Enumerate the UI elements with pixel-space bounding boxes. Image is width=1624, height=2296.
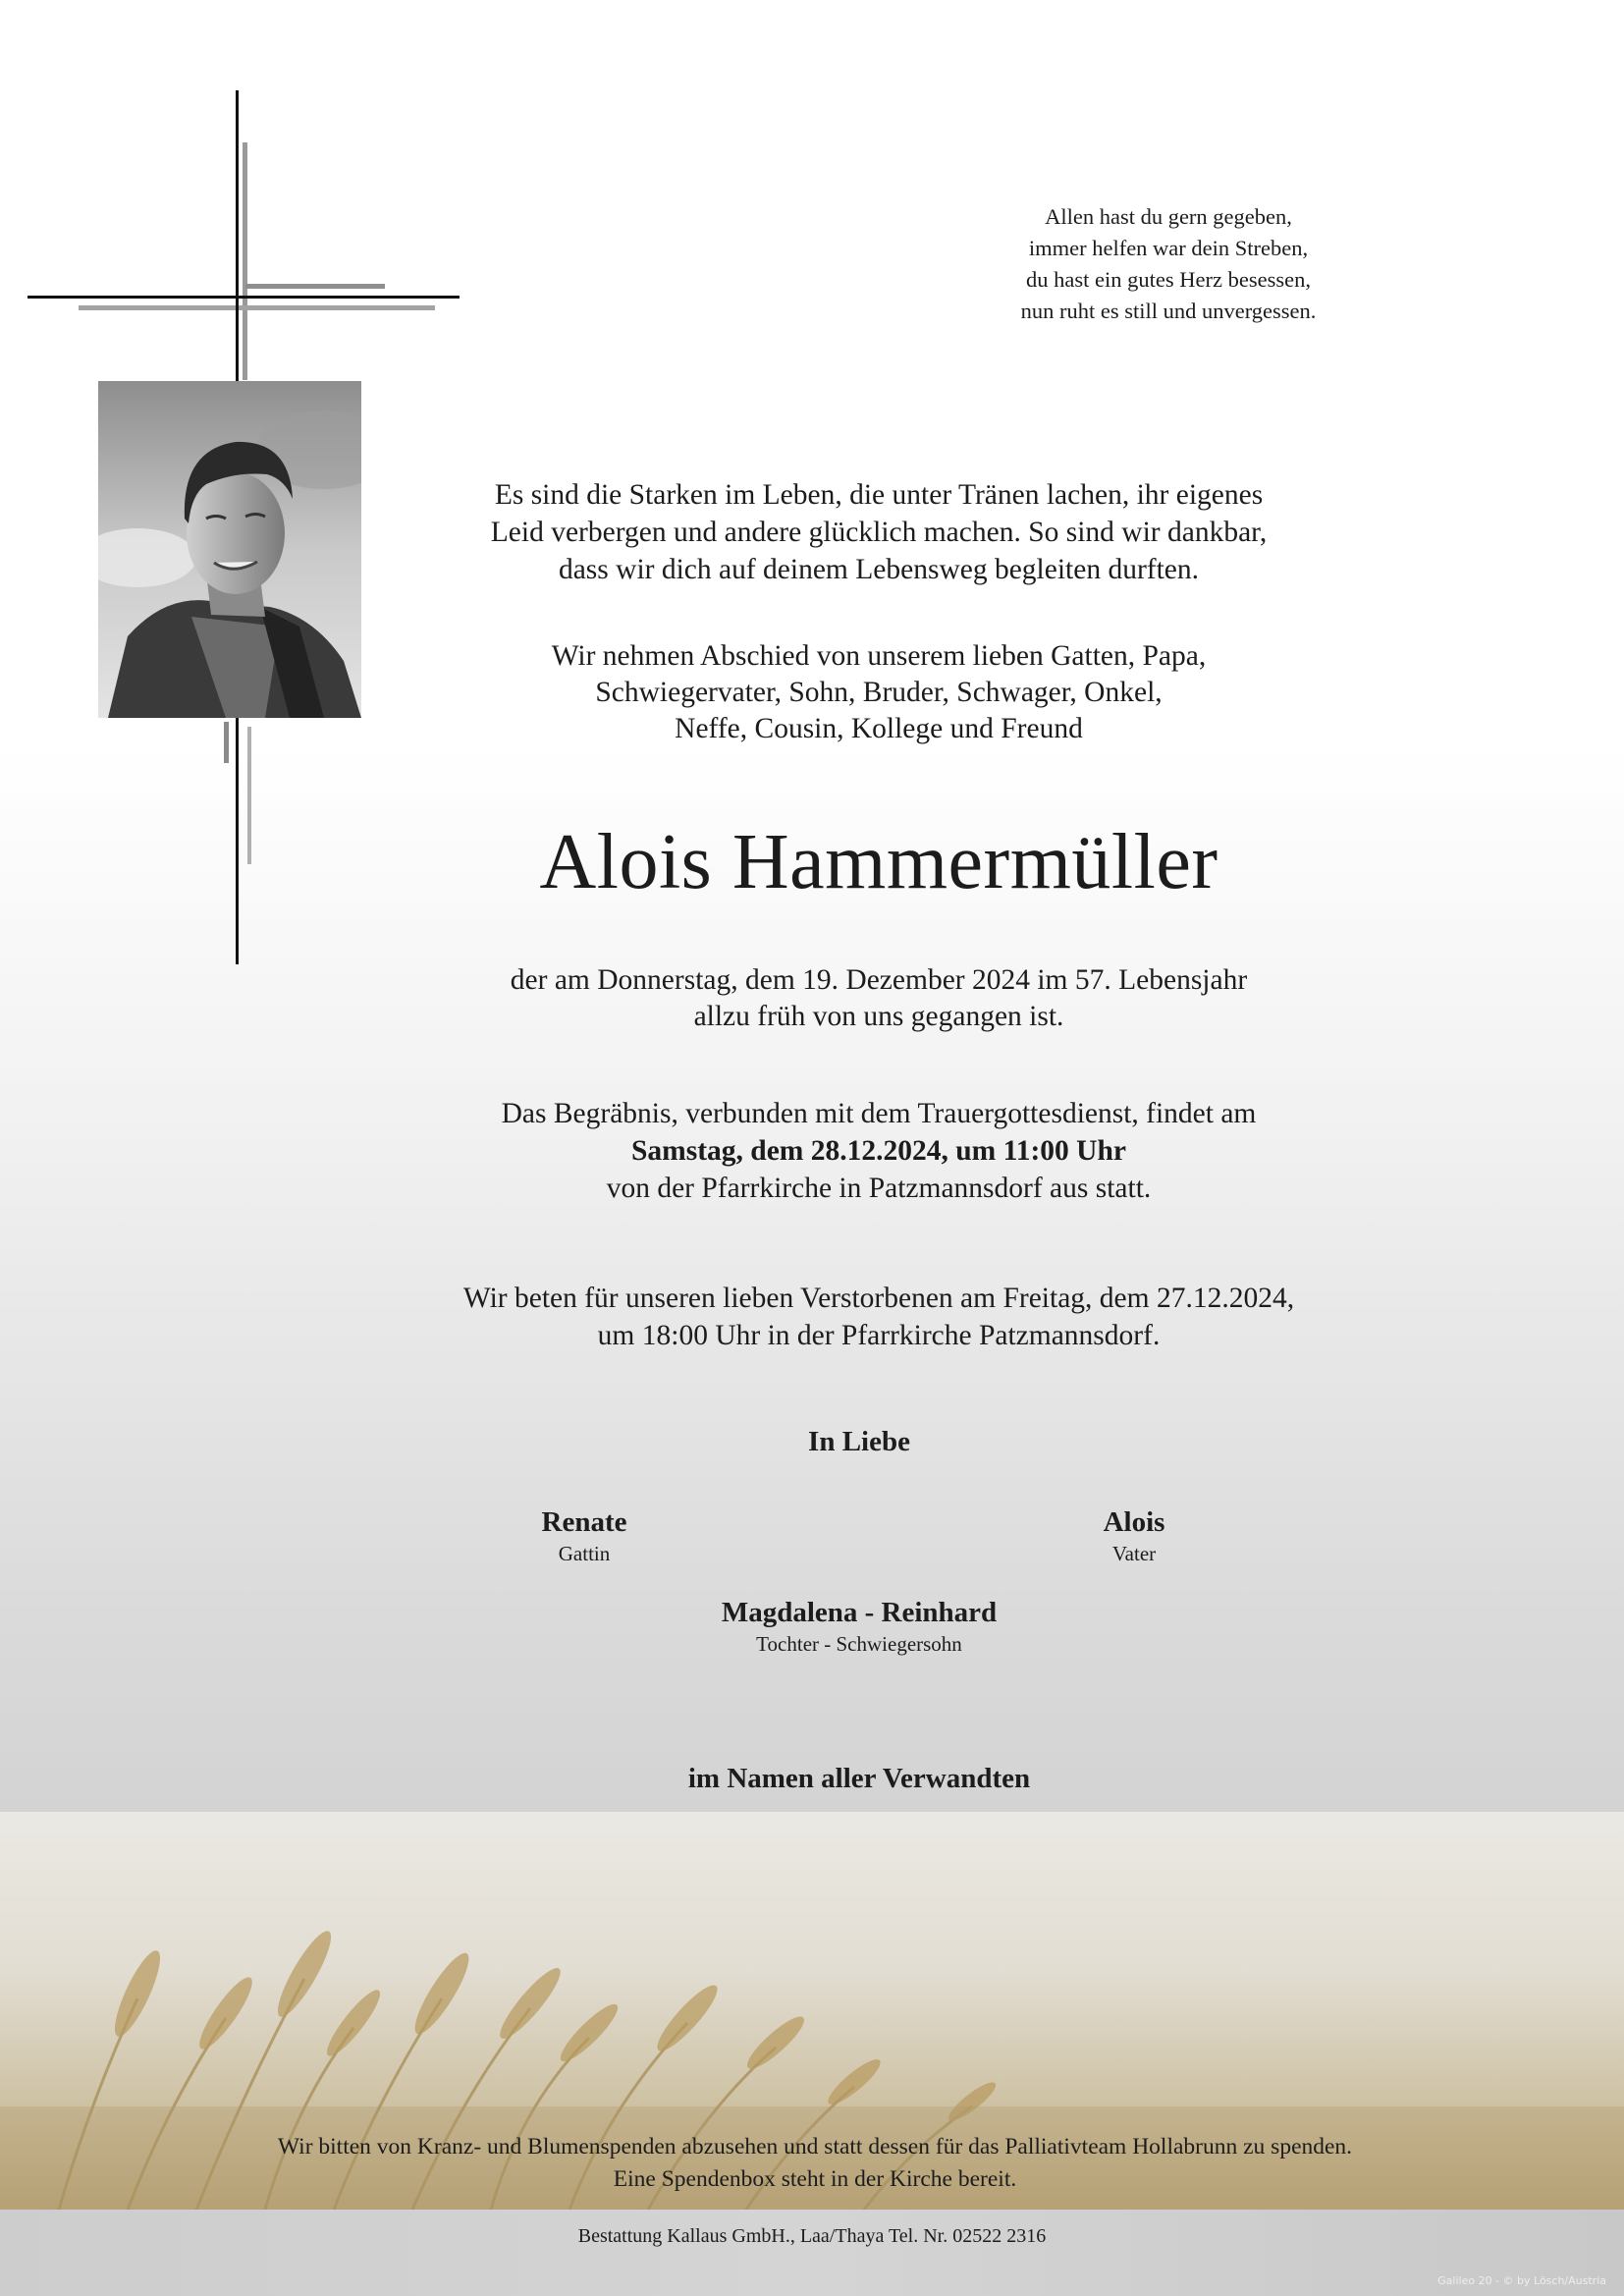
funeral-date-time: Samstag, dem 28.12.2024, um 11:00 Uhr [631,1135,1126,1167]
donation-line: Eine Spendenbox steht in der Kirche bereit. [613,2166,1017,2192]
mourner-renate [393,1504,776,1567]
farewell-line: Wir nehmen Abschied von unserem lieben Gatten, Papa, [551,640,1207,672]
donation-request [157,2131,1473,2196]
mourner-name: Magdalena - Reinhard [721,1597,998,1628]
intro-text [393,476,1365,588]
farewell-line: Schwiegervater, Sohn, Bruder, Schwager, Onkel, [595,677,1163,708]
design-credit: Galileo 20 - © by Lösch/Austria [1437,2274,1606,2287]
mourner-role: Vater [1111,1542,1157,1565]
death-notice [393,962,1365,1035]
undertaker-info: Bestattung Kallaus GmbH., Laa/Thaya Tel. Nr. 02522 2316 [577,2225,1047,2247]
mourner-role: Tochter - Schwiegersohn [756,1632,962,1656]
donation-line: Wir bitten von Kranz- und Blumenspenden abzusehen und statt dessen für das Palliativteam Hollabrunn zu spenden. [277,2134,1353,2159]
portrait-photo [98,381,361,718]
intro-line: Es sind die Starken im Leben, die unter Tränen lachen, ihr eigenes [494,479,1264,511]
intro-line: Leid verbergen und andere glücklich machen. So sind wir dankbar, [490,517,1268,548]
death-line: allzu früh von uns gegangen ist. [693,1001,1064,1032]
prayer-line: Wir beten für unseren lieben Verstorbenen am Freitag, dem 27.12.2024, [462,1283,1295,1314]
deceased-name: Alois Hammermüller [539,819,1218,905]
mourner-role: Gattin [558,1542,611,1565]
death-line: der am Donnerstag, dem 19. Dezember 2024 im 57. Lebensjahr [510,964,1248,996]
poem-line: du hast ein gutes Herz besessen, [1026,267,1311,292]
mourner-name: Renate [541,1506,627,1538]
prayer-line: um 18:00 Uhr in der Pfarrkirche Patzmannsdorf. [597,1320,1161,1351]
farewell-text [393,638,1365,747]
poem-line: immer helfen war dein Streben, [1028,236,1309,260]
poem [923,201,1414,327]
intro-line: dass wir dich auf deinem Lebensweg begleiten durften. [558,554,1200,585]
prayer-info [324,1280,1434,1354]
relatives-line: im Namen aller Verwandten [687,1763,1031,1794]
farewell-line: Neffe, Cousin, Kollege und Freund [675,713,1083,744]
footer-bar [0,2210,1624,2296]
mourner-alois [943,1504,1326,1567]
poem-line: nun ruht es still und unvergessen. [1020,299,1317,323]
funeral-line: Das Begräbnis, verbunden mit dem Trauergottesdienst, findet am [501,1098,1257,1129]
mourner-name: Alois [1103,1506,1165,1538]
funeral-line: von der Pfarrkirche in Patzmannsdorf aus statt. [606,1173,1152,1204]
mourner-magdalena-reinhard [589,1595,1129,1658]
funeral-info [324,1095,1434,1207]
in-liebe-heading: In Liebe [808,1426,910,1457]
poem-line: Allen hast du gern gegeben, [1045,204,1292,229]
